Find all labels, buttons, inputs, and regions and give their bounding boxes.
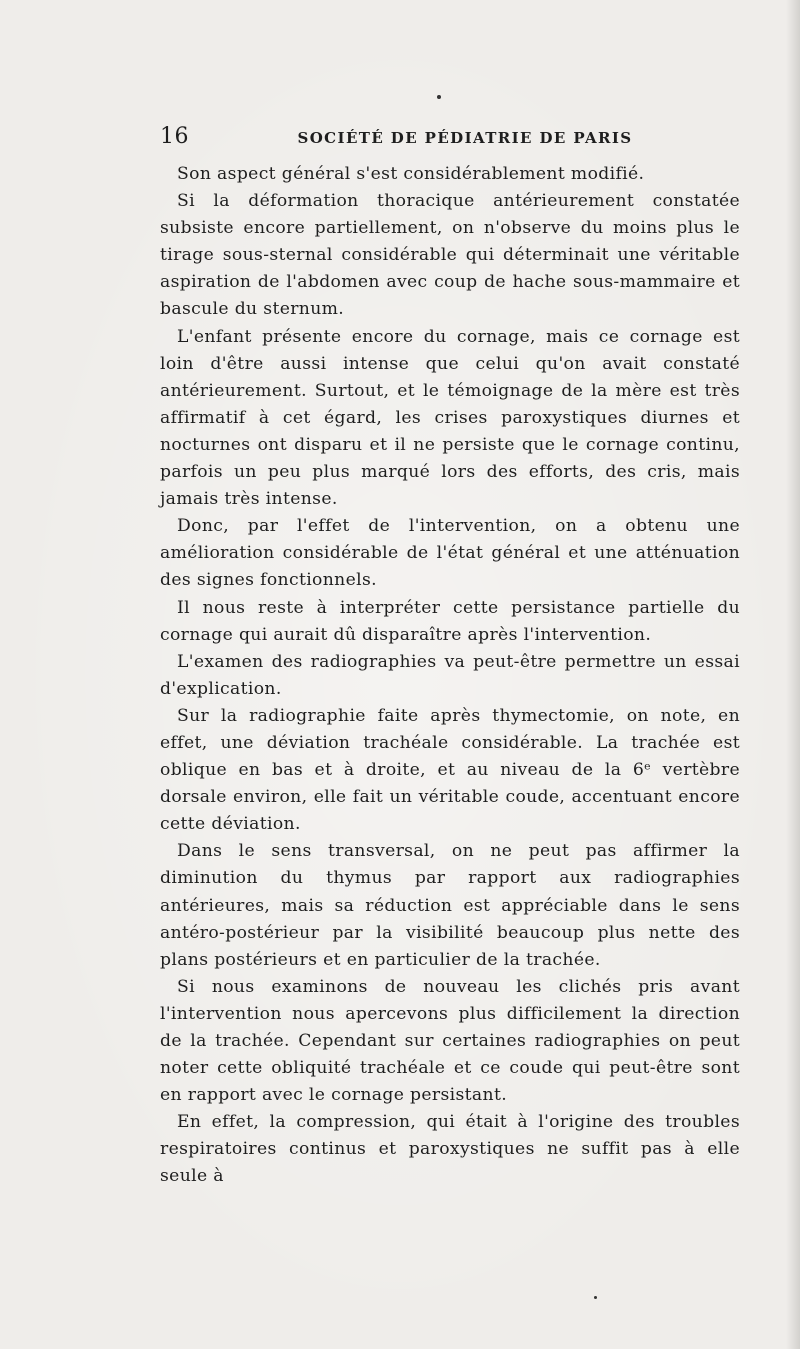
- ink-speck: [594, 1296, 597, 1299]
- body-text: [160, 161, 740, 1191]
- ink-speck: [437, 95, 441, 99]
- paragraph: Son aspect général s'est considérablement modifié.: [177, 164, 645, 184]
- paragraph: Donc, par l'effet de l'intervention, on a obtenu une amélioration considérable de l'état général et une atténuation des signes fonctionnels.: [160, 516, 740, 591]
- paragraph: Si la déformation thoracique antérieurement constatée subsiste encore partiellement, on n'observe du moins plus le tirage sous-sternal considérable qui déterminait une véritable aspiration de l'abdomen avec coup de hache sous-mammaire et bascule du sternum.: [160, 191, 740, 320]
- paragraph: Dans le sens transversal, on ne peut pas affirmer la diminution du thymus par rapport aux radiographies antérieures, mais sa réduction est appréciable dans le sens antéro-postérieur par la visibilité beaucoup plus nette des plans postérieurs et en particulier de la trachée.: [160, 841, 740, 970]
- running-title: SOCIÉTÉ DE PÉDIATRIE DE PARIS: [297, 129, 633, 147]
- paragraph: Il nous reste à interpréter cette persistance partielle du cornage qui aurait dû disparaître après l'intervention.: [160, 597, 740, 645]
- page-number: 16: [160, 124, 189, 149]
- paragraph: Si nous examinons de nouveau les clichés pris avant l'intervention nous apercevons plus difficilement la direction de la trachée. Cependant sur certaines radiographies on peut noter cette obliquité trachéale et ce coude qui peut-être sont en rapport avec le cornage persistant.: [160, 976, 740, 1106]
- page-header: [160, 124, 740, 154]
- page-edge-shadow: [786, 0, 800, 1349]
- paragraph: L'examen des radiographies va peut-être permettre un essai d'explication.: [160, 651, 740, 699]
- paragraph: Sur la radiographie faite après thymectomie, on note, en effet, une déviation trachéale considérable. La trachée est oblique en bas et à droite, et au niveau de la 6ᵉ vertèbre dorsale environ, elle fait un véritable coude, accentuant encore cette déviation.: [160, 705, 740, 835]
- paragraph: En effet, la compression, qui était à l'origine des troubles respiratoires continus et paroxystiques ne suffit pas à elle seule à: [160, 1112, 740, 1187]
- paragraph: L'enfant présente encore du cornage, mais ce cornage est loin d'être aussi intense que celui qu'on avait constaté antérieurement. Surtout, et le témoignage de la mère est très affirmatif à cet égard, les crises paroxystiques diurnes et nocturnes ont disparu et il ne persiste que le cornage continu, parfois un peu plus marqué lors des efforts, des cris, mais jamais très intense.: [160, 326, 740, 510]
